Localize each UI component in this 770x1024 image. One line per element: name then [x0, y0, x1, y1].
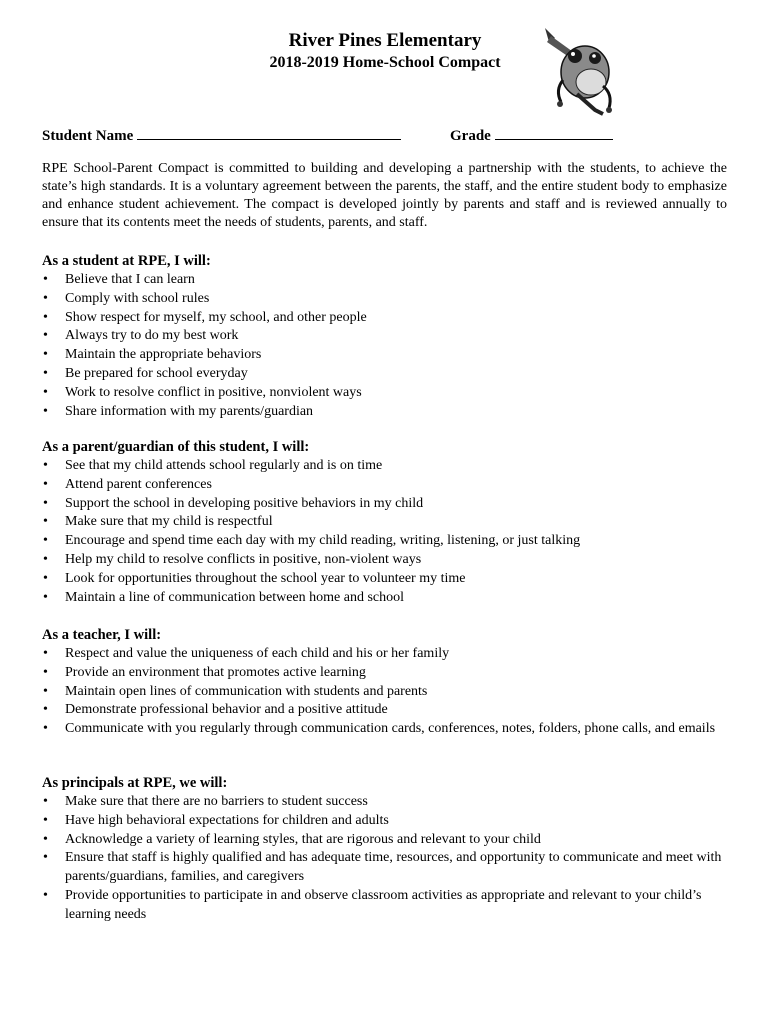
list-item: • Attend parent conferences: [42, 476, 732, 495]
list-item: • Communicate with you regularly through communication cards, conferences, notes, folders, phone calls, and emails: [42, 720, 732, 739]
parent-commitments-list: [42, 457, 732, 607]
student-name-line[interactable]: [137, 125, 401, 140]
list-item: • Encourage and spend time each day with my child reading, writing, listening, or just talking: [42, 532, 732, 551]
student-commitments-list: [42, 271, 732, 421]
grade-line[interactable]: [495, 125, 613, 140]
list-item: • Provide an environment that promotes active learning: [42, 664, 732, 683]
principal-section: [42, 774, 732, 925]
principal-commitments-list: [42, 793, 732, 925]
list-item: • Maintain open lines of communication with students and parents: [42, 683, 732, 702]
teacher-section-heading: As a teacher, I will:: [42, 627, 162, 643]
list-item: • Acknowledge a variety of learning styles, that are rigorous and relevant to your child: [42, 831, 732, 850]
list-item: • Demonstrate professional behavior and a positive attitude: [42, 701, 732, 720]
student-name-field[interactable]: [42, 125, 401, 145]
list-item: • Always try to do my best work: [42, 327, 732, 346]
student-name-label: Student Name: [42, 128, 134, 144]
list-item: • Respect and value the uniqueness of each child and his or her family: [42, 645, 732, 664]
list-item: • Comply with school rules: [42, 290, 732, 309]
student-section-heading: As a student at RPE, I will:: [42, 253, 211, 269]
list-item: • Ensure that staff is highly qualified and has adequate time, resources, and opportunity to communicate and meet with parents/guardians, families, and caregivers: [42, 849, 732, 887]
list-item: • Look for opportunities throughout the school year to volunteer my time: [42, 570, 732, 589]
list-item: • Show respect for myself, my school, and other people: [42, 309, 732, 328]
list-item: • Make sure that my child is respectful: [42, 513, 732, 532]
list-item: • Make sure that there are no barriers to student success: [42, 793, 732, 812]
school-name: River Pines Elementary: [288, 30, 482, 51]
list-item: • Maintain a line of communication between home and school: [42, 589, 732, 608]
list-item: • Provide opportunities to participate in and observe classroom activities as appropriate and relevant to your child’s learning needs: [42, 887, 732, 925]
list-item: • Work to resolve conflict in positive, nonviolent ways: [42, 384, 732, 403]
grade-field[interactable]: [450, 125, 613, 145]
document-header: [0, 30, 770, 74]
parent-section: [42, 438, 732, 607]
student-info-fields: [42, 125, 732, 147]
list-item: • Believe that I can learn: [42, 271, 732, 290]
grade-label: Grade: [450, 128, 491, 144]
principal-section-heading: As principals at RPE, we will:: [42, 775, 228, 791]
parent-section-heading: As a parent/guardian of this student, I will:: [42, 439, 310, 455]
list-item: • See that my child attends school regularly and is on time: [42, 457, 732, 476]
student-section: [42, 252, 732, 421]
list-item: • Maintain the appropriate behaviors: [42, 346, 732, 365]
list-item: • Be prepared for school everyday: [42, 365, 732, 384]
list-item: • Have high behavioral expectations for children and adults: [42, 812, 732, 831]
tree-frog-icon: [533, 24, 621, 116]
teacher-commitments-list: [42, 645, 732, 739]
compact-title: 2018-2019 Home-School Compact: [269, 54, 501, 71]
intro-paragraph: RPE School-Parent Compact is committed to building and developing a partnership with the students, to achieve the state’s high standards. It is a voluntary agreement between the parents, the staff, and the entire student body to emphasize and enhance student achievement. The compact is developed jointly by parents and staff and is reviewed annually to ensure that its contents meet the needs of students, parents, and staff.: [42, 161, 727, 230]
teacher-section: [42, 626, 732, 739]
list-item: • Share information with my parents/guardian: [42, 403, 732, 422]
list-item: • Support the school in developing positive behaviors in my child: [42, 495, 732, 514]
list-item: • Help my child to resolve conflicts in positive, non-violent ways: [42, 551, 732, 570]
